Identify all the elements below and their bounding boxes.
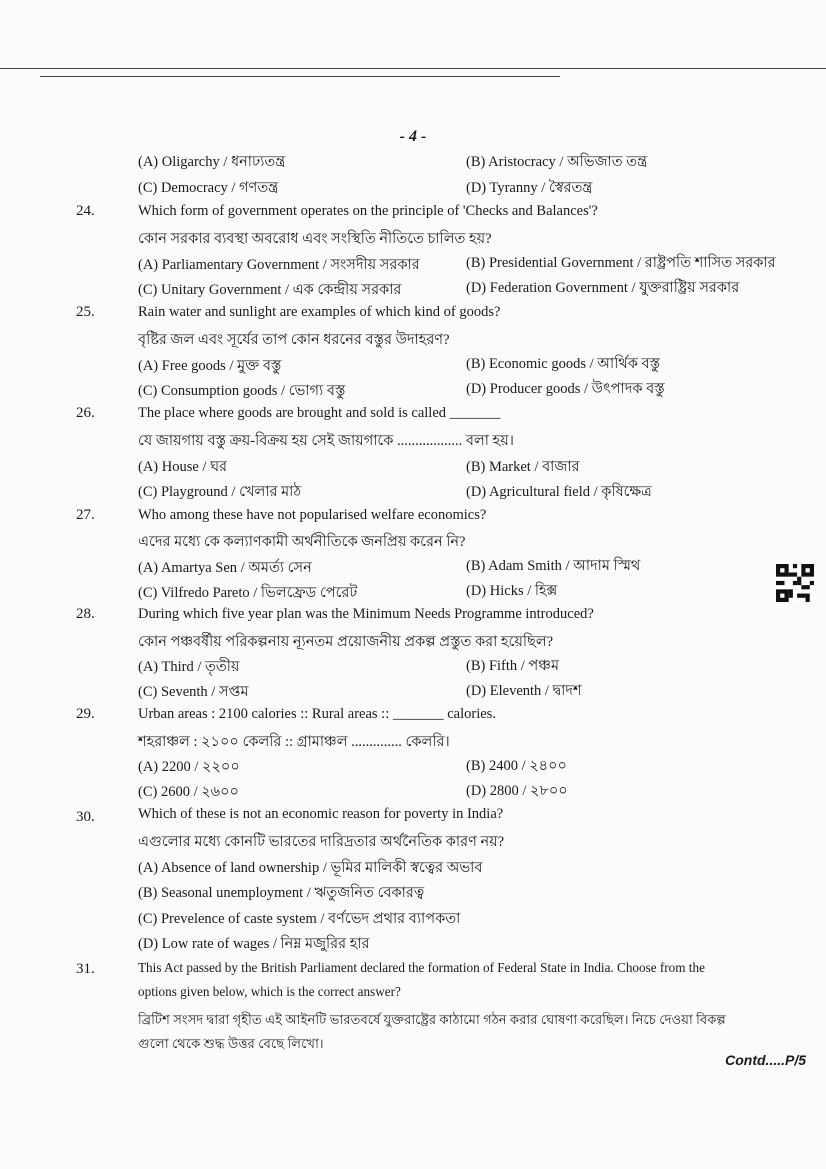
q29-option-c: (C) 2600 / ২৬০০ [138,784,239,800]
q24-text-en: Which form of government operates on the principle of 'Checks and Balances'? [138,203,598,219]
q25-text-bn: বৃষ্টির জল এবং সূর্যের তাপ কোন ধরনের বস্তুর উদাহরণ? [138,332,450,348]
continued-label: Contd.....P/5 [725,1052,806,1068]
q27-option-c: (C) Vilfredo Pareto / ভিলফ্রেড পেরেট [138,585,358,601]
q23-option-c: (C) Democracy / গণতন্ত্র [138,180,279,196]
q24-option-a: (A) Parliamentary Government / সংসদীয় সরকার [138,257,420,273]
q24-option-b: (B) Presidential Government / রাষ্ট্রপতি শাসিত সরকার [466,255,776,271]
q26-option-a: (A) House / ঘর [138,459,228,475]
q27-text-bn: এদের মধ্যে কে কল্যাণকামী অর্থনীতিকে জনপ্রিয় করেন নি? [138,534,466,550]
q25-option-d: (D) Producer goods / উৎপাদক বস্তু [466,381,665,397]
q30-text-en: Which of these is not an economic reason for poverty in India? [138,806,504,822]
q26-option-b: (B) Market / বাজার [466,459,580,475]
q25-option-b: (B) Economic goods / আর্থিক বস্তু [466,356,661,372]
q29-option-b: (B) 2400 / ২৪০০ [466,758,567,774]
q29-option-a: (A) 2200 / ২২০০ [138,759,240,775]
q28-number: 28. [76,606,95,622]
q28-option-c: (C) Seventh / সপ্তম [138,684,249,700]
q30-option-c: (C) Prevelence of caste system / বর্ণভেদ প্রথার ব্যাপকতা [138,911,461,927]
q24-text-bn: কোন সরকার ব্যবস্থা অবরোধ এবং সংস্থিতি নীতিতে চালিত হয়? [138,231,492,247]
q30-option-a: (A) Absence of land ownership / ভূমির মালিকী স্বত্বের অভাব [138,860,483,876]
q27-option-a: (A) Amartya Sen / অমর্ত্য সেন [138,560,312,576]
q24-option-c: (C) Unitary Government / এক কেন্দ্রীয় সরকার [138,282,402,298]
q29-option-d: (D) 2800 / ২৮০০ [466,783,568,799]
q25-option-c: (C) Consumption goods / ভোগ্য বস্তু [138,383,346,399]
q25-option-a: (A) Free goods / মুক্ত বস্তু [138,358,282,374]
q25-number: 25. [76,304,95,320]
q27-option-b: (B) Adam Smith / আদাম স্মিথ [466,558,641,574]
q29-text-bn: শহরাঞ্চল : ২১০০ কেলরি :: গ্রামাঞ্চল .............. কেলরি। [138,734,450,750]
q28-text-bn: কোন পঞ্চবর্ষীয় পরিকল্পনায় ন্যূনতম প্রয়োজনীয় প্রকল্প প্রস্তুত করা হয়েছিল? [138,634,554,650]
top-rule [0,68,826,69]
q31-text-bn-1: ব্রিটিশ সংসদ দ্বারা গৃহীত এই আইনটি ভারতবর্ষে যুক্তরাষ্ট্রের কাঠামো গঠন করার ঘোষণা করেছিল। নিচে দেওয়া বিকল্প [138,1012,726,1027]
q26-text-en: The place where goods are brought and sold is called _______ [138,405,501,421]
q23-option-b: (B) Aristocracy / অভিজাত তন্ত্র [466,154,648,170]
q30-option-b: (B) Seasonal unemployment / ঋতুজনিত বেকারত্ব [138,885,425,901]
q24-number: 24. [76,203,95,219]
q27-number: 27. [76,507,95,523]
q31-number: 31. [76,961,95,977]
q28-option-b: (B) Fifth / পঞ্চম [466,658,559,674]
q26-number: 26. [76,405,95,421]
q28-option-d: (D) Eleventh / দ্বাদশ [466,683,582,699]
page-number: - 4 - [399,128,427,145]
q26-option-c: (C) Playground / খেলার মাঠ [138,484,302,500]
q29-number: 29. [76,706,95,722]
q27-option-d: (D) Hicks / হিক্স [466,583,558,599]
top-rule-2 [40,76,560,77]
q31-text-en-1: This Act passed by the British Parliament declared the formation of Federal State in India. Choose from the [138,960,705,975]
q26-option-d: (D) Agricultural field / কৃষিক্ষেত্র [466,484,652,500]
q30-option-d: (D) Low rate of wages / নিম্ন মজুরির হার [138,936,370,952]
q25-text-en: Rain water and sunlight are examples of which kind of goods? [138,304,501,320]
q23-option-a: (A) Oligarchy / ধনাঢ্যতন্ত্র [138,154,286,170]
q23-option-d: (D) Tyranny / স্বৈরতন্ত্র [466,180,593,196]
q31-text-bn-2: গুলো থেকে শুদ্ধ উত্তর বেছে লিখো। [138,1036,324,1051]
q30-number: 30. [76,809,95,825]
qr-code-icon [776,564,814,602]
q28-text-en: During which five year plan was the Minimum Needs Programme introduced? [138,606,594,622]
q29-text-en: Urban areas : 2100 calories :: Rural areas :: _______ calories. [138,706,496,722]
q27-text-en: Who among these have not popularised welfare economics? [138,507,487,523]
q26-text-bn: যে জায়গায় বস্তু ক্রয়-বিক্রয় হয় সেই জায়গাকে .................. বলা হয়। [138,433,514,449]
q30-text-bn: এগুলোর মধ্যে কোনটি ভারতের দারিদ্রতার অর্থনৈতিক কারণ নয়? [138,834,505,850]
q31-text-en-2: options given below, which is the correct answer? [138,984,401,999]
q24-option-d: (D) Federation Government / যুক্তরাষ্ট্রিয় সরকার [466,280,740,296]
q28-option-a: (A) Third / তৃতীয় [138,659,240,675]
